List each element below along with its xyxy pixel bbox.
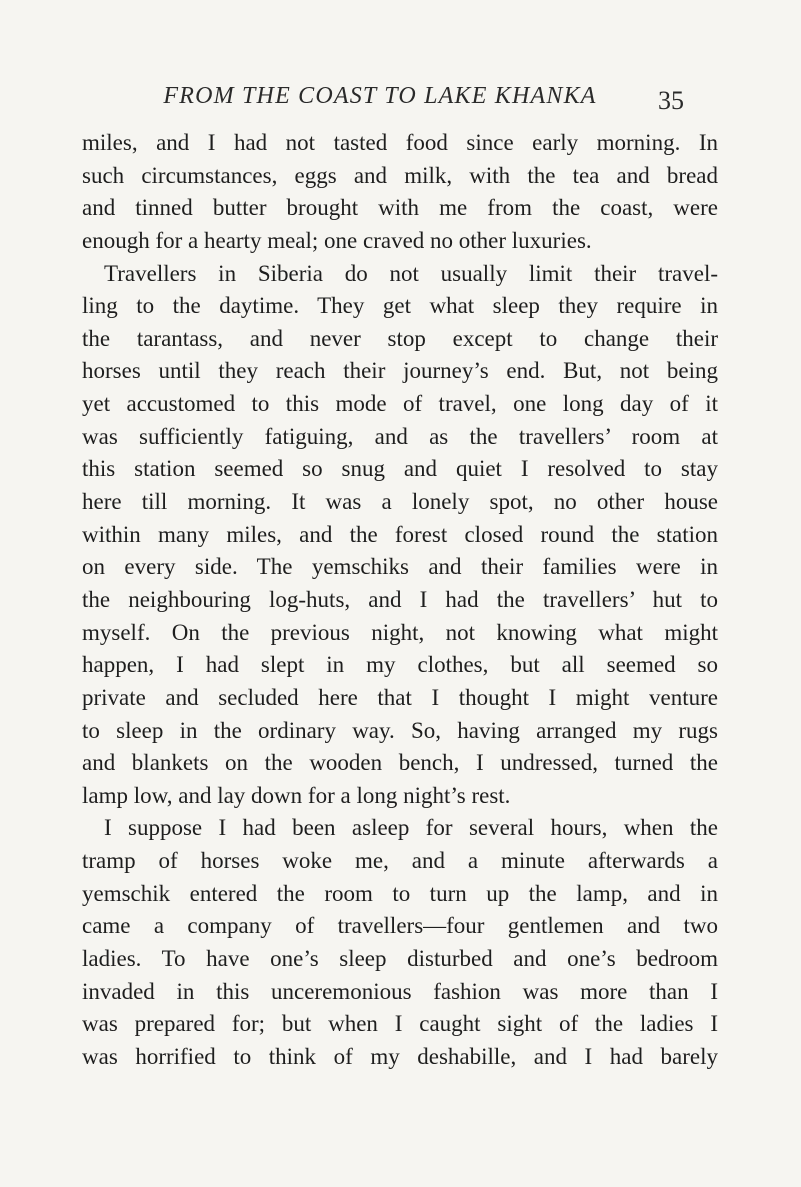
text-line: I suppose I had been asleep for several hours, when the <box>104 815 718 841</box>
text-line: and blankets on the wooden bench, I undressed, turned the <box>82 750 718 776</box>
text-line: Travellers in Siberia do not usually limit their travel- <box>104 260 718 286</box>
body-text <box>82 127 718 1074</box>
text-line: yemschik entered the room to turn up the lamp, and in <box>82 880 718 906</box>
text-line: tramp of horses woke me, and a minute afterwards a <box>82 848 718 874</box>
text-line: myself. On the previous night, not knowing what might <box>82 619 718 645</box>
text-line: the neighbouring log-huts, and I had the travellers’ hut to <box>82 586 718 612</box>
text-line: on every side. The yemschiks and their families were in <box>82 554 718 580</box>
text-line: ling to the daytime. They get what sleep they require in <box>82 293 718 319</box>
text-line: horses until they reach their journey’s end. But, not being <box>82 358 718 384</box>
text-line: enough for a hearty meal; one craved no other luxuries. <box>82 227 592 253</box>
text-line: such circumstances, eggs and milk, with the tea and bread <box>82 162 718 188</box>
text-line: ladies. To have one’s sleep disturbed and one’s bedroom <box>82 946 718 972</box>
text-line: this station seemed so snug and quiet I resolved to stay <box>82 456 718 482</box>
text-line: miles, and I had not tasted food since early morning. In <box>82 130 718 155</box>
page-number: 35 <box>658 86 684 115</box>
text-line: yet accustomed to this mode of travel, one long day of it <box>82 391 718 417</box>
text-line: here till morning. It was a lonely spot, no other house <box>82 489 718 515</box>
text-line: to sleep in the ordinary way. So, having arranged my rugs <box>82 717 718 743</box>
text-line: within many miles, and the forest closed round the station <box>82 521 718 547</box>
text-line: was prepared for; but when I caught sight of the ladies I <box>82 1011 718 1037</box>
text-line: private and secluded here that I thought I might venture <box>82 684 718 710</box>
text-line: was horrified to think of my deshabille, and I had barely <box>82 1043 718 1069</box>
text-line: came a company of travellers—four gentlemen and two <box>82 913 718 939</box>
text-line: invaded in this unceremonious fashion was more than I <box>82 978 718 1004</box>
text-line: was sufficiently fatiguing, and as the travellers’ room at <box>82 423 718 449</box>
running-title: FROM THE COAST TO LAKE KHANKA <box>163 83 597 109</box>
text-line: lamp low, and lay down for a long night’s rest. <box>82 782 511 808</box>
text-line: and tinned butter brought with me from the coast, were <box>82 195 718 221</box>
text-line: the tarantass, and never stop except to change their <box>82 325 718 351</box>
text-line: happen, I had slept in my clothes, but all seemed so <box>82 652 718 678</box>
